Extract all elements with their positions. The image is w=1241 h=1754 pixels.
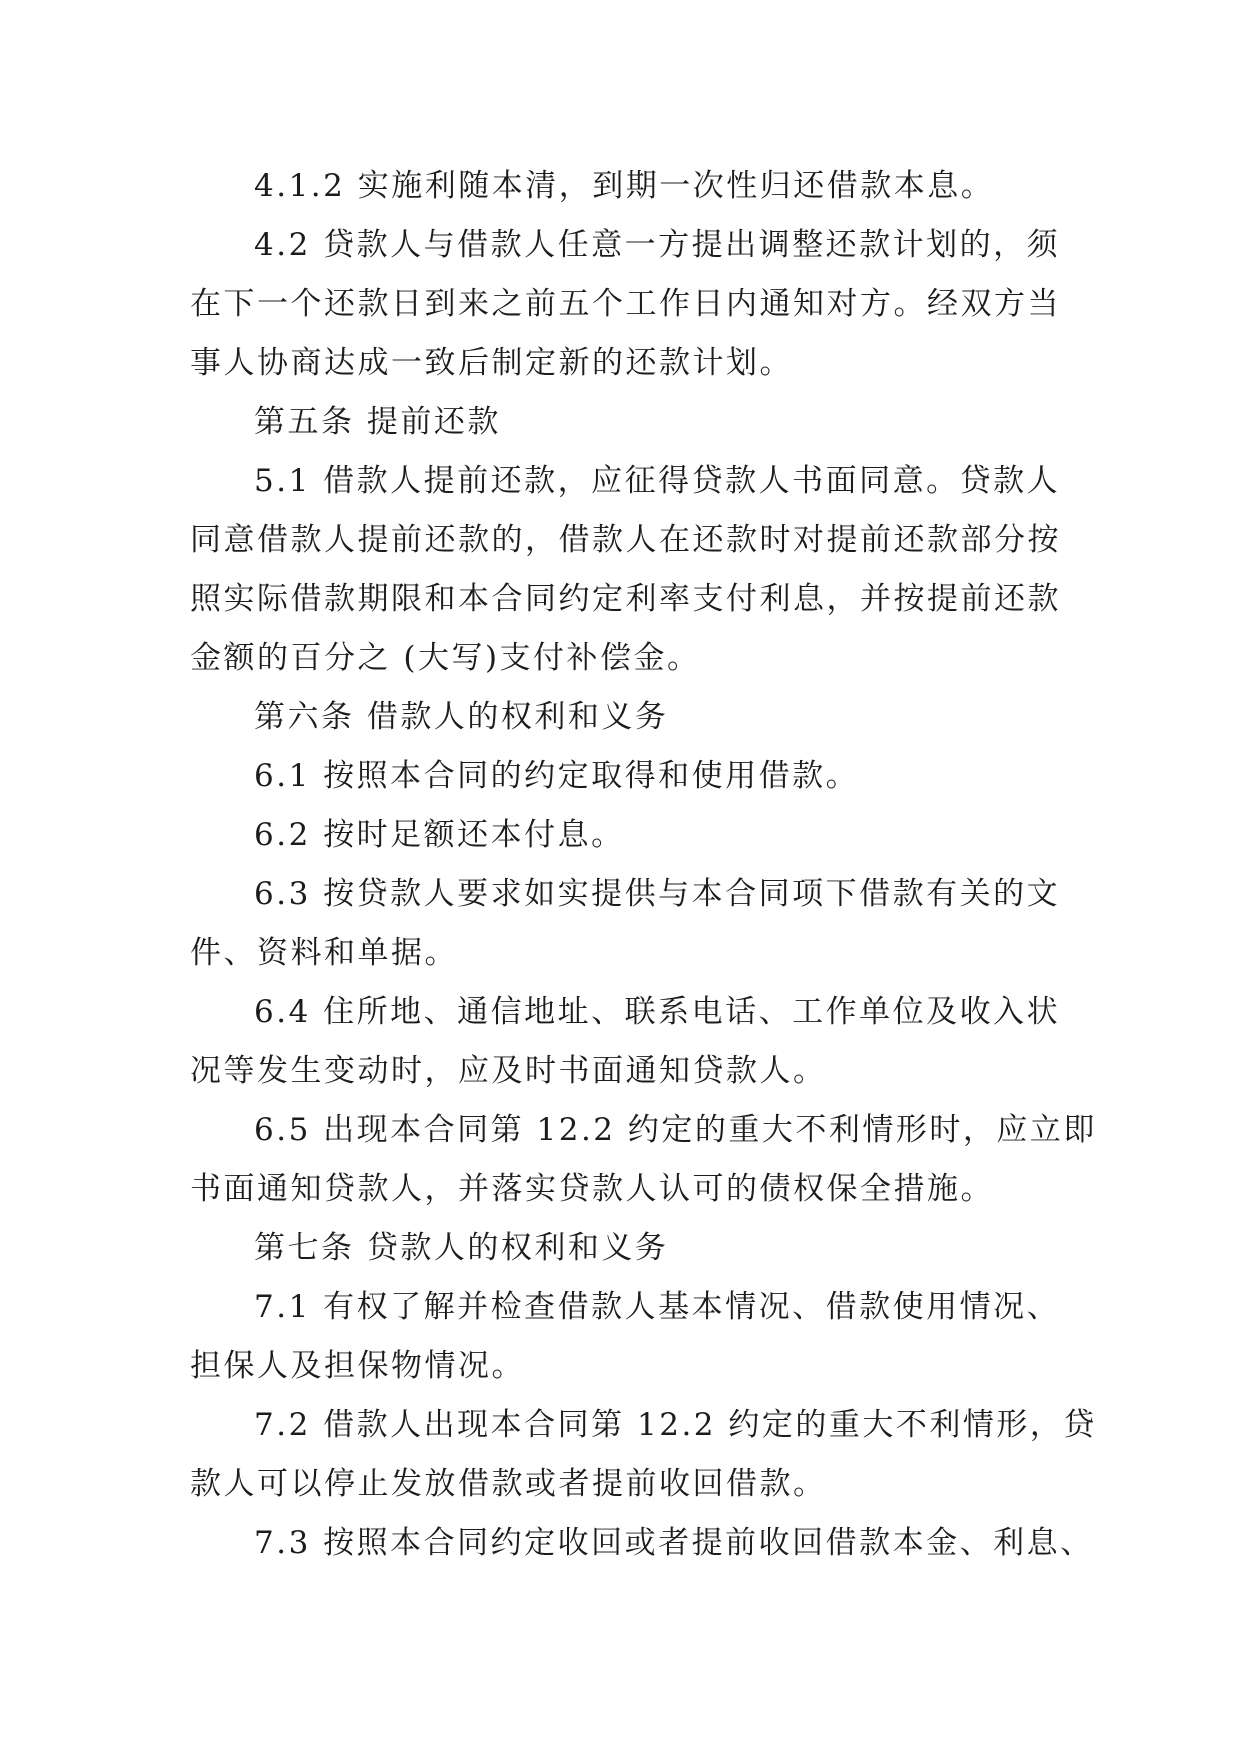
text-line: 7.3 按照本合同约定收回或者提前收回借款本金、利息、 (254, 1525, 1094, 1561)
text-line: 6.1 按照本合同的约定取得和使用借款。 (254, 758, 860, 794)
text-line: 在下一个还款日到来之前五个工作日内通知对方。经双方当 (190, 286, 1061, 322)
text-line: 事人协商达成一致后制定新的还款计划。 (190, 345, 793, 381)
text-line: 同意借款人提前还款的，借款人在还款时对提前还款部分按 (190, 522, 1061, 558)
text-line: 款人可以停止发放借款或者提前收回借款。 (190, 1466, 827, 1502)
text-line: 照实际借款期限和本合同约定利率支付利息，并按提前还款 (190, 581, 1061, 617)
text-line: 7.2 借款人出现本合同第 12.2 约定的重大不利情形，贷 (254, 1407, 1097, 1443)
section-heading: 第七条 贷款人的权利和义务 (254, 1230, 669, 1266)
text-line: 6.5 出现本合同第 12.2 约定的重大不利情形时，应立即 (254, 1112, 1097, 1148)
section-heading: 第五条 提前还款 (254, 404, 501, 440)
text-line: 况等发生变动时，应及时书面通知贷款人。 (190, 1053, 827, 1089)
text-line: 4.2 贷款人与借款人任意一方提出调整还款计划的，须 (254, 227, 1061, 263)
text-line: 5.1 借款人提前还款，应征得贷款人书面同意。贷款人 (254, 463, 1061, 499)
text-line: 金额的百分之 (大写)支付补偿金。 (190, 640, 701, 676)
text-line: 担保人及担保物情况。 (190, 1348, 525, 1384)
text-line: 6.2 按时足额还本付息。 (254, 817, 625, 853)
text-line: 4.1.2 实施利随本清，到期一次性归还借款本息。 (254, 168, 995, 204)
text-line: 7.1 有权了解并检查借款人基本情况、借款使用情况、 (254, 1289, 1061, 1325)
text-line: 6.3 按贷款人要求如实提供与本合同项下借款有关的文 (254, 876, 1061, 912)
text-line: 书面通知贷款人，并落实贷款人认可的债权保全措施。 (190, 1171, 994, 1207)
text-line: 6.4 住所地、通信地址、联系电话、工作单位及收入状 (254, 994, 1061, 1030)
section-heading: 第六条 借款人的权利和义务 (254, 699, 669, 735)
text-line: 件、资料和单据。 (190, 935, 458, 971)
